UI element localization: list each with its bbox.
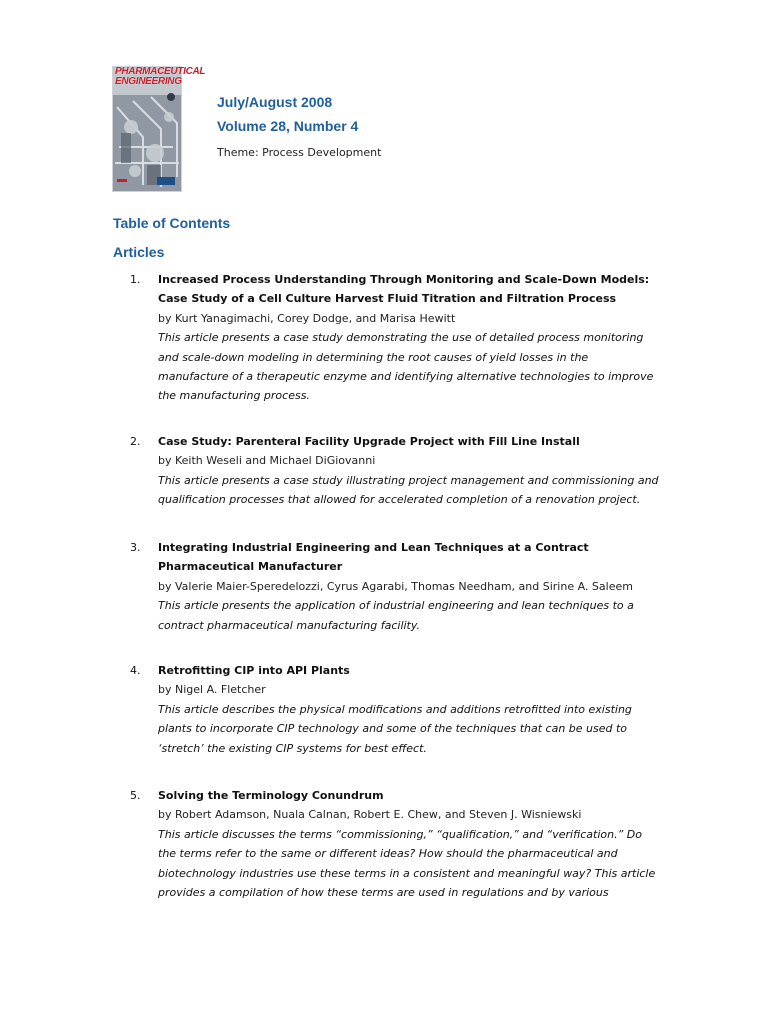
- article-item: [130, 661, 660, 758]
- article-title[interactable]: Solving the Terminology Conundrum: [158, 789, 384, 802]
- article-authors: by Nigel A. Fletcher: [158, 683, 266, 697]
- magazine-cover-image: [112, 66, 206, 192]
- article-item: [130, 432, 660, 510]
- article-authors: by Valerie Maier-Speredelozzi, Cyrus Agarabi, Thomas Needham, and Sirine A. Saleem: [158, 579, 633, 593]
- issue-theme: Theme: Process Development: [217, 146, 382, 159]
- article-number: 2.: [130, 435, 141, 448]
- article-authors: by Robert Adamson, Nuala Calnan, Robert E. Chew, and Steven J. Wisniewski: [158, 808, 582, 822]
- article-description: This article describes the physical modifications and additions retrofitted into existing plants to incorporate CIP technology and some of the techniques that can be used to ‘stretch’ the existing CIP systems for best effect.: [158, 702, 632, 755]
- article-title[interactable]: Retrofitting CIP into API Plants: [158, 664, 350, 677]
- article-title[interactable]: Integrating Industrial Engineering and Lean Techniques at a Contract Pharmaceutical Manufacturer: [158, 541, 589, 574]
- issue-volume: Volume 28, Number 4: [217, 118, 359, 134]
- article-item: [130, 270, 660, 406]
- issue-date: July/August 2008: [217, 94, 333, 110]
- article-description: This article presents a case study demonstrating the use of detailed process monitoring and scale-down modeling in determining the root causes of yield losses in the manufacture of a therapeutic enzyme and identifying alternative technologies to improve the manufacturing process.: [158, 331, 654, 403]
- article-title[interactable]: Increased Process Understanding Through Monitoring and Scale-Down Models: Case Study of a Cell Culture Harvest Fluid Titration and Filtration Process: [158, 273, 650, 306]
- article-title[interactable]: Case Study: Parenteral Facility Upgrade Project with Fill Line Install: [158, 435, 580, 448]
- article-description: This article presents the application of industrial engineering and lean techniques to a contract pharmaceutical manufacturing facility.: [158, 599, 634, 632]
- article-description: This article discusses the terms “commissioning,” “qualification,” and “verification.” Do the terms refer to the same or different ideas? How should the pharmaceutical and biotechnology industries use these terms in a consistent and meaningful way? This article provides a compilation of how these terms are used in regulations and by various: [158, 827, 656, 900]
- cover-masthead-line2: ENGINEERING: [115, 76, 182, 87]
- article-description: This article presents a case study illustrating project management and commissioning and qualification processes that allowed for accelerated completion of a renovation project.: [158, 473, 659, 507]
- article-number: 3.: [130, 541, 141, 554]
- article-item: [130, 538, 660, 635]
- articles-heading: Articles: [113, 244, 165, 260]
- article-authors: by Kurt Yanagimachi, Corey Dodge, and Marisa Hewitt: [158, 311, 456, 325]
- cover-masthead: [113, 66, 206, 97]
- article-number: 5.: [130, 789, 141, 802]
- article-number: 1.: [130, 273, 141, 286]
- article-item: [130, 786, 660, 902]
- cover-masthead-line1: PHARMACEUTICAL: [115, 66, 206, 77]
- table-of-contents-heading: Table of Contents: [113, 215, 231, 231]
- article-number: 4.: [130, 664, 141, 677]
- article-authors: by Keith Weseli and Michael DiGiovanni: [158, 454, 376, 468]
